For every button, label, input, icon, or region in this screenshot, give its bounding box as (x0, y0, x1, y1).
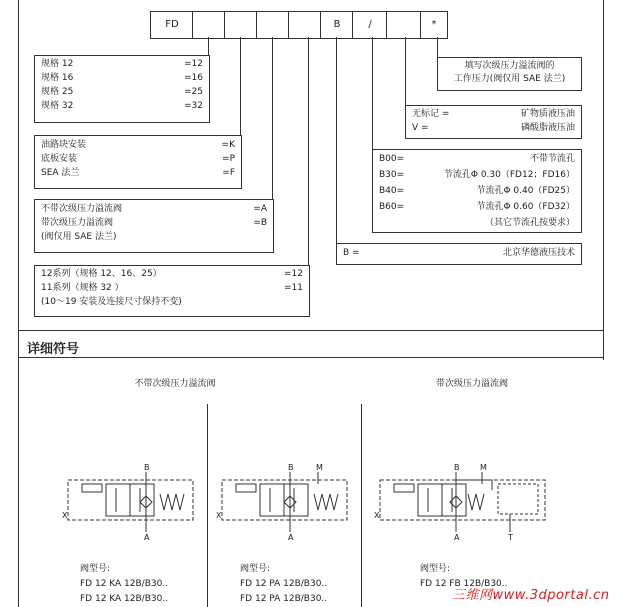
type-label: 阀型号: (420, 564, 451, 574)
port-x-label: X (62, 511, 68, 520)
orifice-row: B40= 节流孔Φ 0.40（FD25） (379, 186, 575, 196)
secondary-relief-valve (498, 484, 538, 514)
connector-fluid (405, 37, 406, 105)
connector-series (308, 37, 309, 266)
fluid-row: 无标记 = 矿物质液压油 (412, 109, 575, 119)
port-a-label: A (144, 533, 150, 542)
size-row: 规格 32 =32 (41, 101, 203, 111)
orifice-row: B60= 节流孔Φ 0.60（FD32） (379, 202, 575, 212)
section-title-underline (18, 357, 604, 358)
size-box (34, 55, 210, 123)
fluid-box (405, 105, 582, 139)
code-field-mount (224, 11, 258, 39)
mount-box (34, 135, 242, 189)
mount-row: 油路块安装 =K (41, 140, 235, 150)
connector-mount (240, 37, 241, 137)
port-a-label: A (454, 533, 460, 542)
code-prefix: FD (150, 11, 194, 39)
symbol-panel-1 (60, 462, 205, 542)
connector-pressure (437, 37, 438, 57)
orifice-box (372, 149, 582, 233)
caption-left: 不带次级压力溢流阀 (134, 379, 216, 389)
port-b-label: B (288, 463, 294, 472)
pilot-row: 不带次级压力溢流阀 =A (41, 204, 267, 214)
fluid-row: V = 磷酸脂液压油 (412, 123, 575, 133)
port-m-label: M (480, 463, 487, 472)
type-line: FD 12 KA 12B/B30.. (80, 579, 169, 589)
type-label: 阀型号: (240, 564, 271, 574)
connector-pilot (272, 37, 273, 200)
type-block-1 (80, 562, 168, 607)
code-field-size (192, 11, 226, 39)
type-line: FD 12 PA 12B/B30.. (240, 579, 328, 589)
solenoid (82, 484, 102, 492)
code-field-pressure: * (420, 11, 448, 39)
pressure-line-1: 填写次级压力溢流阀的 (464, 61, 555, 71)
mount-row: SEA 法兰 =F (41, 168, 235, 178)
type-block-2 (240, 562, 327, 607)
orifice-row: B00= 不带节流孔 (379, 154, 575, 164)
series-row: (10～19 安装及连接尺寸保持不变) (41, 297, 182, 307)
panel-divider-1 (207, 404, 208, 607)
port-b-label: B (144, 463, 150, 472)
port-a-label: A (288, 533, 294, 542)
pilot-row: 带次级压力溢流阀 =B (41, 218, 267, 228)
type-line: FD 12 KA 12B/B30.. (80, 594, 169, 604)
pilot-box (34, 199, 274, 253)
port-t-label: T (508, 533, 513, 542)
code-field-series (288, 11, 322, 39)
port-b-label: B (454, 463, 460, 472)
code-field-pilot (256, 11, 290, 39)
series-box (34, 265, 310, 317)
size-row: 规格 12 =12 (41, 59, 203, 69)
connector-orifice (372, 37, 373, 149)
code-field-fluid (386, 11, 422, 39)
section-divider (18, 330, 604, 331)
series-row: 12系列（规格 12、16、25） =12 (41, 269, 303, 279)
code-field-slash: / (352, 11, 388, 39)
maker-label: 北京华德液压技术 (502, 248, 575, 258)
connector-b (336, 37, 337, 243)
size-row: 规格 16 =16 (41, 73, 203, 83)
frame-left-line (18, 0, 19, 607)
orifice-row: （其它节流孔按要求） (484, 218, 575, 228)
port-m-label: M (316, 463, 323, 472)
orifice-row: B30= 节流孔Φ 0.30（FD12；FD16） (379, 170, 575, 180)
maker-box (336, 243, 582, 265)
panel-divider-2 (361, 404, 362, 607)
symbol-panel-3 (372, 462, 557, 542)
caption-right: 带次级压力溢流阀 (435, 379, 508, 389)
type-label: 阀型号: (80, 564, 111, 574)
code-field-b: B (320, 11, 354, 39)
watermark: 三维网www.3dportal.cn (452, 588, 610, 603)
mount-row: 底板安装 =P (41, 154, 235, 164)
size-row: 规格 25 =25 (41, 87, 203, 97)
frame-right-line (603, 0, 604, 360)
section-title: 详细符号 (27, 342, 80, 357)
type-line: FD 12 PA 12B/B30.. (240, 594, 328, 604)
pilot-row: (阀仅用 SAE 法兰) (41, 232, 117, 242)
port-x-label: X (216, 511, 222, 520)
symbol-panel-2 (214, 462, 359, 542)
type-line: FD 12 FB 12B/B30.. (420, 579, 508, 589)
spring (160, 494, 184, 510)
maker-code: B = (343, 248, 360, 258)
pressure-box (437, 57, 582, 91)
port-x-label: X (374, 511, 380, 520)
series-row: 11系列（规格 32 ） =11 (41, 283, 303, 293)
pressure-line-2: 工作压力(阀仅用 SAE 法兰) (453, 74, 566, 84)
